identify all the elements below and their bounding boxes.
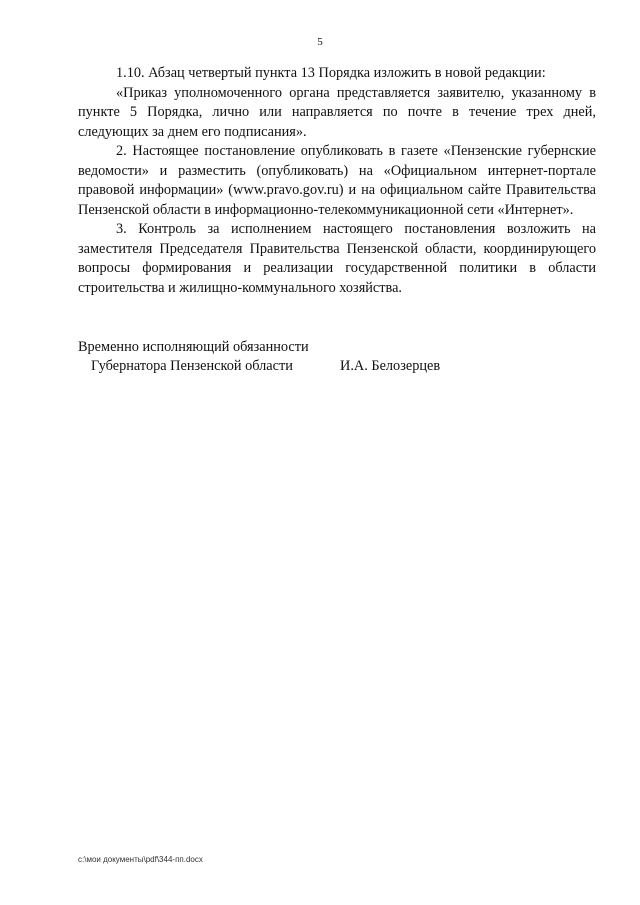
signatory-line2 (78, 357, 498, 376)
paragraph-3: 3. Контроль за исполнением настоящего постановления возложить на заместителя Председателя Правительства Пензенской области, координирующего вопросы формирования и реализации государственной политики в области строительства и жилищно-коммунального хозяйства. (78, 221, 596, 296)
paragraph-1-10: 1.10. Абзац четвертый пункта 13 Порядка изложить в новой редакции: (116, 65, 546, 81)
page-number: 5 (317, 36, 323, 48)
paragraph-quote: «Приказ уполномоченного органа представляется заявителю, указанному в пункте 5 Порядка, лично или направляется по почте в течение трех дней, следующих за днем его подписания». (78, 84, 596, 140)
document-body (78, 64, 596, 298)
signatory-title-line1: Временно исполняющий обязанности (78, 339, 309, 355)
signatory-name: И.А. Белозерцев (340, 358, 441, 374)
paragraph-2: 2. Настоящее постановление опубликовать в газете «Пензенские губернские ведомости» и разместить (опубликовать) на «Официальном интернет-портале правовой информации» (www.pravo.gov.ru) и на официальном сайте Правительства Пензенской области в информационно-телекоммуникационной сети «Интернет». (78, 143, 596, 218)
signatory-title-line2: Губернатора Пензенской области (91, 358, 293, 374)
footer-file-path: c:\мои документы\pdf\344-пп.docx (78, 855, 203, 864)
signature-block (78, 338, 498, 376)
